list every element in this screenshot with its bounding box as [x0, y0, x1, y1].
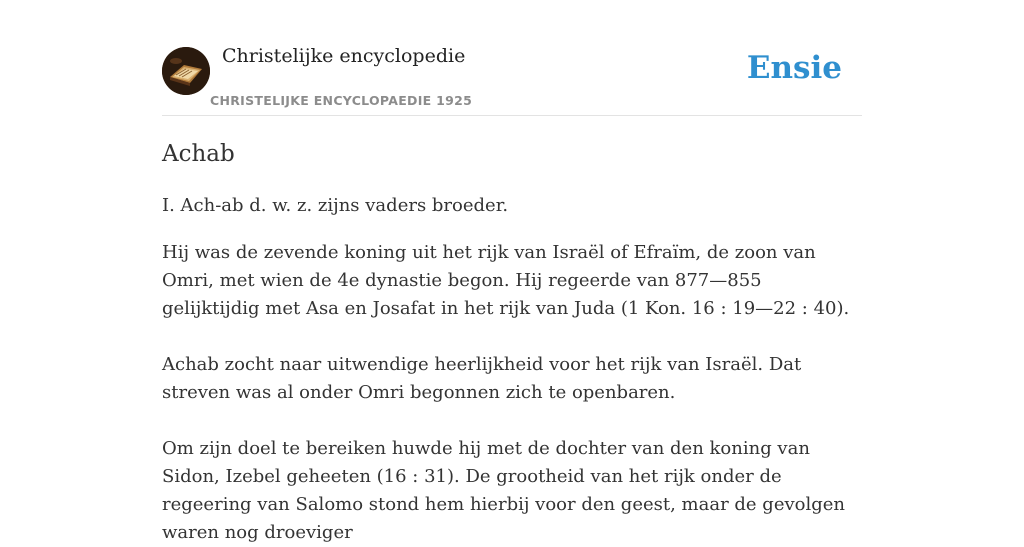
article-lead: I. Ach-ab d. w. z. zijns vaders broeder.	[162, 195, 509, 216]
site-avatar[interactable]	[162, 47, 210, 95]
brand-logo-link[interactable]: Ensie	[746, 50, 842, 86]
site-title[interactable]: Christelijke encyclopedie	[222, 45, 466, 67]
article	[162, 138, 862, 547]
site-subtitle: CHRISTELIJKE ENCYCLOPAEDIE 1925	[210, 93, 473, 108]
article-paragraph: Hij was de zevende koning uit het rijk van Israël of Efraïm, de zoon van Omri, met wien de 4e dynastie begon. Hij regeerde van 877—855 gelijktijdig met Asa en Josafat in het rijk van Juda (1 Kon. 16 : 19—22 : 40).	[162, 242, 850, 319]
article-title: Achab	[162, 141, 235, 167]
article-paragraph: Achab zocht naar uitwendige heerlijkheid voor het rijk van Israël. Dat streven was al onder Omri begonnen zich te openbaren.	[162, 354, 802, 403]
book-photo-icon	[162, 47, 210, 95]
article-paragraph: Om zijn doel te bereiken huwde hij met de dochter van den koning van Sidon, Izebel geheeten (16 : 31). De grootheid van het rijk onder de regeering van Salomo stond hem hierbij voor den geest, maar de gevolgen waren nog droeviger	[162, 438, 846, 543]
site-header	[162, 40, 862, 116]
